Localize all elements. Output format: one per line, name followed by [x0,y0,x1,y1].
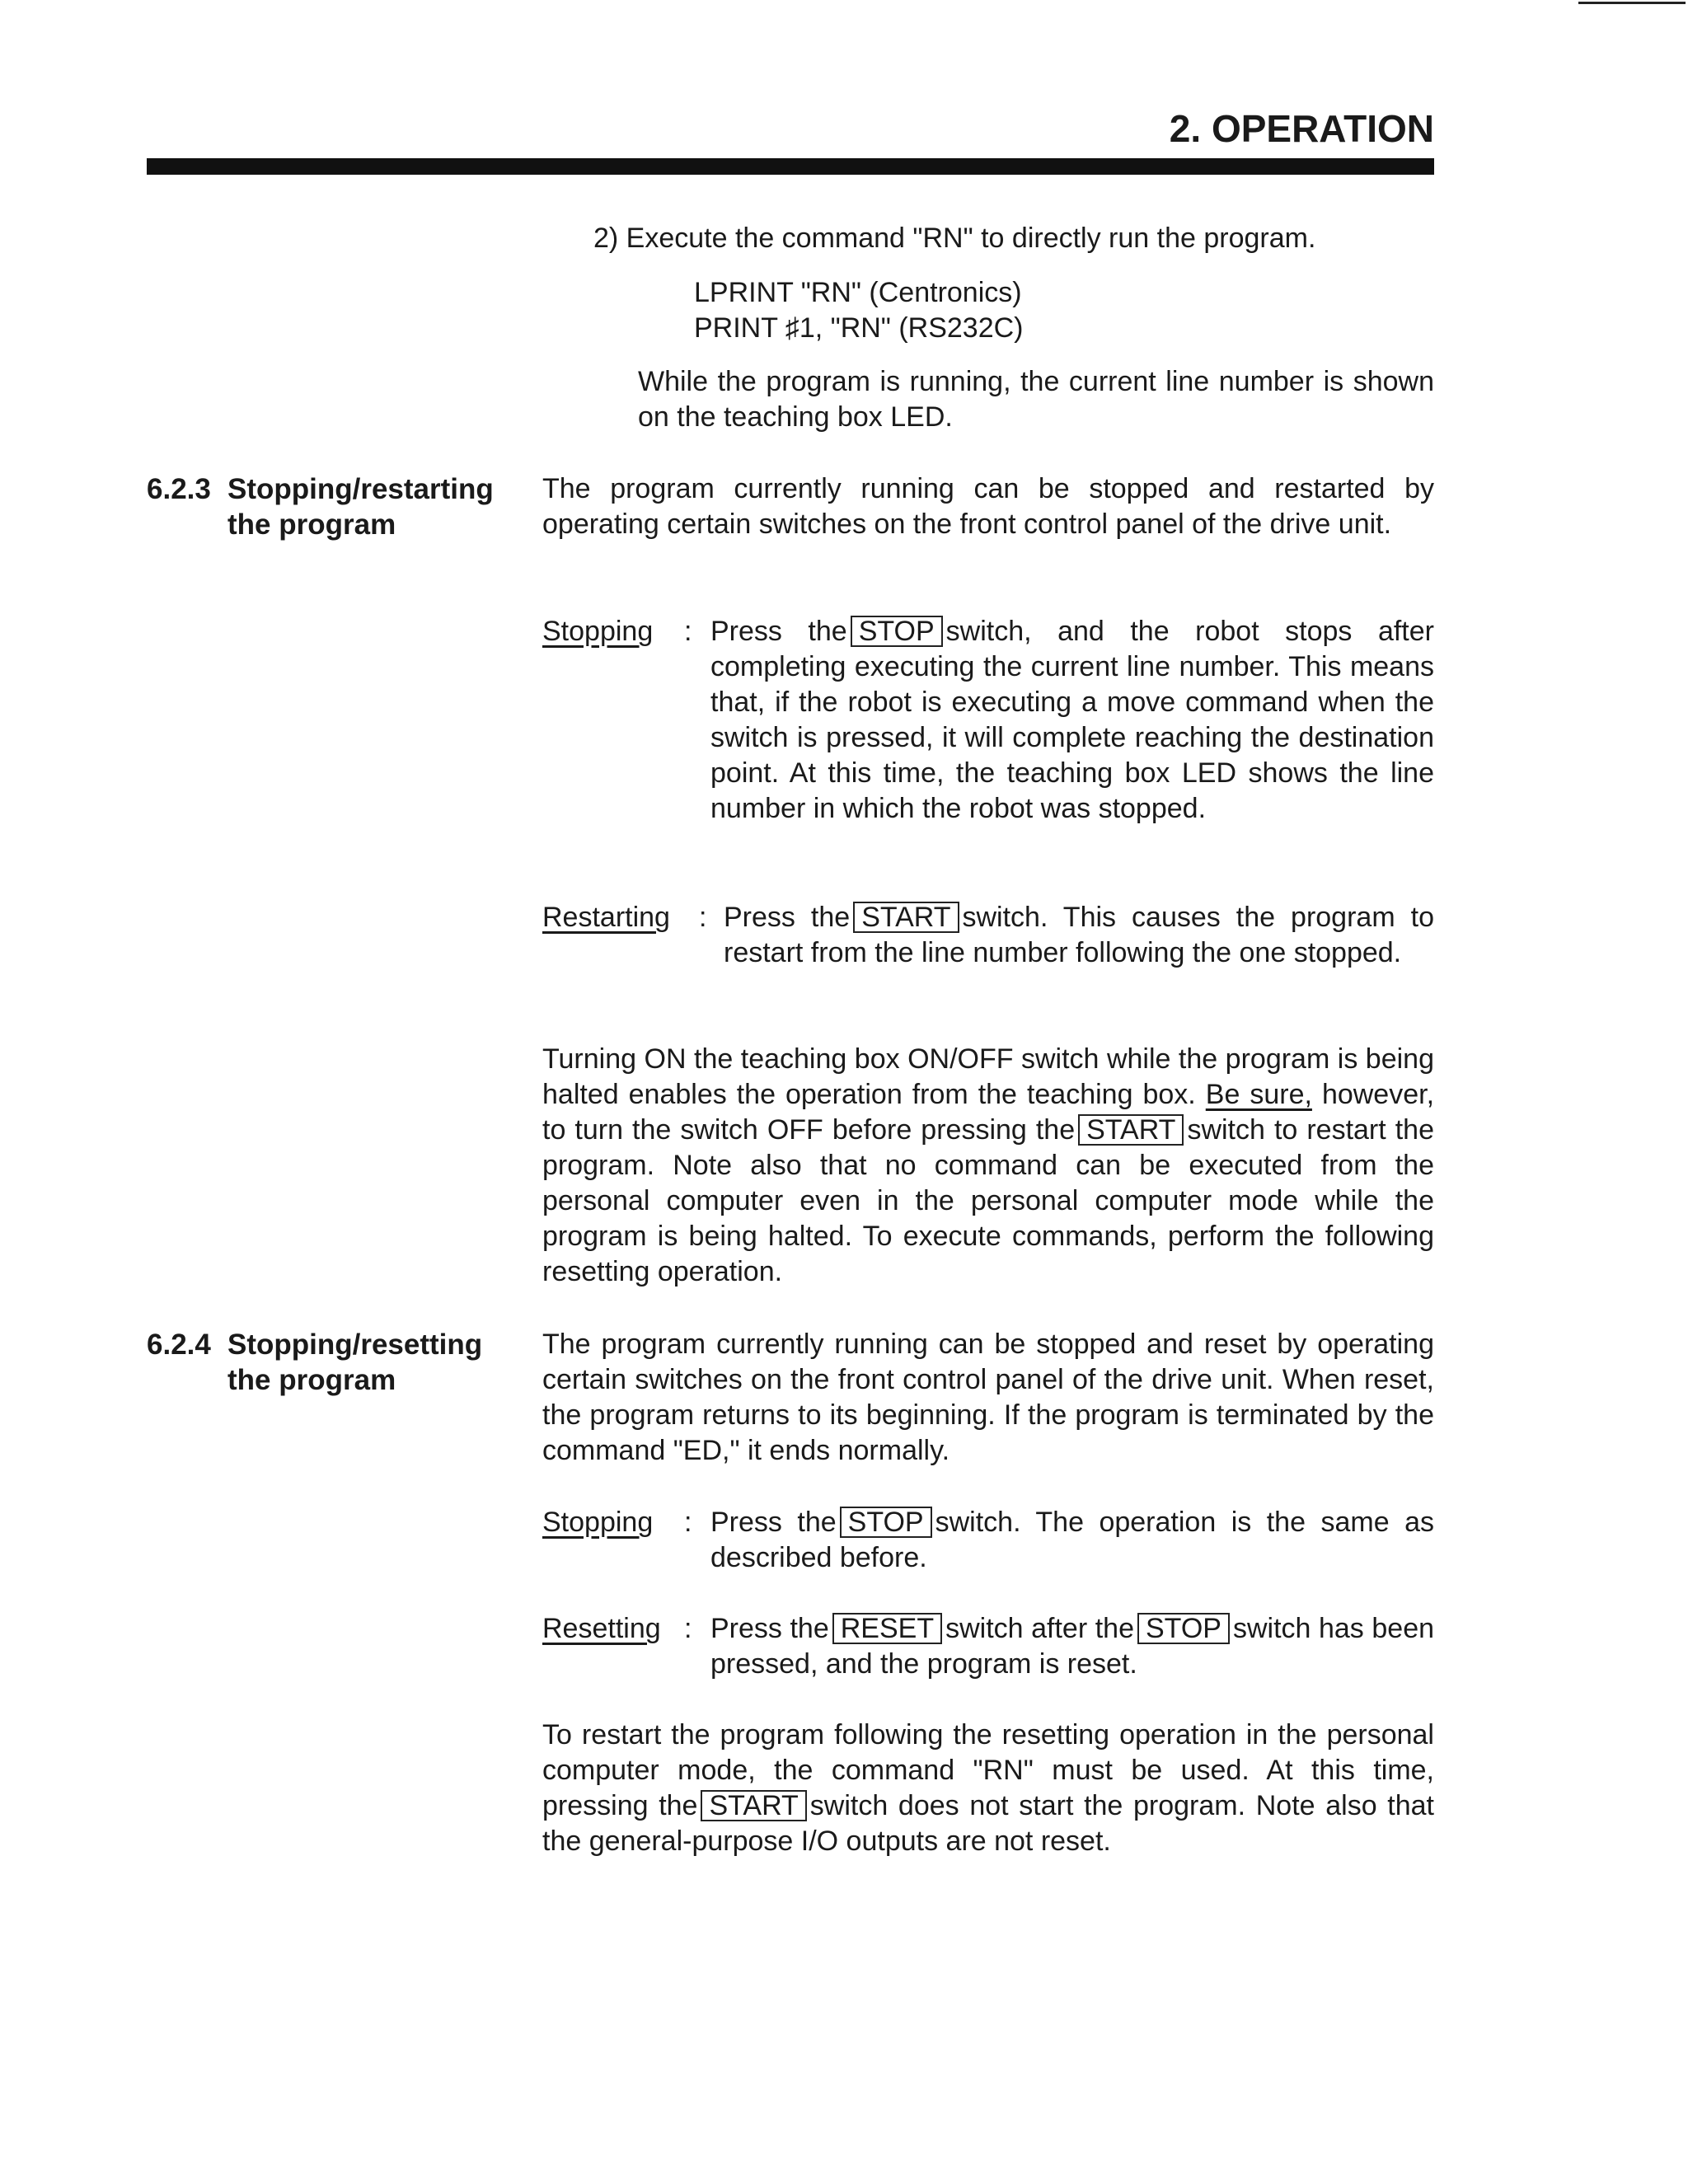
section-623-intro: The program currently running can be stopped and restarted by operating certain switches on the front control panel of the drive unit. [542,473,1434,540]
resetting-colon: : [684,1613,692,1644]
section-623-heading [147,471,534,542]
turning-start-key: START [1078,1114,1184,1146]
restarting-post: switch. This causes the program to restart from the line number following the one stopped. [724,902,1434,968]
turning-mid: however, to turn the switch OFF before pressing the [542,1079,1435,1146]
resetting-post: switch has been pressed, and the program is reset. [710,1613,1435,1680]
section-624-title-line-2: the program [227,1364,396,1396]
stopping-label: Stopping [542,616,654,647]
code-line-rs232c: PRINT ♯1, "RN" (RS232C) [694,312,1024,344]
chapter-title: 2. OPERATION [1169,107,1434,150]
final-paragraph [542,1718,1434,1859]
final-post: switch does not start the program. Note also that the general-purpose I/O outputs are not reset. [542,1790,1434,1857]
final-pre: To restart the program following the resetting operation in the personal computer mode, the command "RN" must be used. At this time, pressing the [542,1719,1434,1821]
stopping-description-2 [710,1505,1434,1576]
turning-underlined: Be sure, [1205,1079,1312,1110]
resetting-pre: Press the [710,1613,829,1644]
stop-key: STOP [851,616,943,647]
stopping-pre: Press the [710,616,847,647]
turning-on-paragraph [542,1042,1434,1290]
stopping-description [710,614,1434,827]
section-623-number: 6.2.3 [147,473,211,505]
stopping-label-2: Stopping [542,1507,654,1538]
section-624-number: 6.2.4 [147,1329,211,1361]
resetting-mid: switch after the [945,1613,1134,1644]
restarting-colon: : [699,902,707,933]
section-624-intro: The program currently running can be stopped and reset by operating certain switches on the front control panel of the drive unit. When reset, the program returns to its beginning. If the program is terminated by the command "ED," it ends normally. [542,1329,1434,1466]
resetting-label: Resetting [542,1613,661,1644]
stopping-colon-2: : [684,1507,692,1538]
step-2-text: 2) Execute the command "RN" to directly run the program. [593,223,1316,254]
running-note: While the program is running, the current line number is shown on the teaching box LED. [638,366,1434,433]
code-block [694,275,1271,346]
stopping-post: switch, and the robot stops after completing executing the current line number. This means that, if the robot is executing a move command when the switch is pressed, it will complete reaching the destination point. At this time, the teaching box LED shows the line number in which the robot was stopped. [710,616,1434,824]
section-624-heading [147,1327,534,1398]
corner-rule [1578,2,1686,4]
section-623-title-line-1: Stopping/restarting [227,473,494,505]
reset-key: RESET [832,1613,942,1644]
code-line-centronics: LPRINT "RN" (Centronics) [694,277,1022,308]
restarting-pre: Press the [724,902,851,933]
turning-pre: Turning ON the teaching box ON/OFF switch while the program is being halted enables the operation from the teaching box. [542,1043,1434,1110]
resetting-description [710,1611,1434,1682]
stop-key-3: STOP [1137,1613,1230,1644]
restarting-description [724,900,1434,971]
restarting-label: Restarting [542,902,670,933]
final-start-key: START [701,1790,806,1821]
start-key: START [853,902,959,933]
section-623-title-line-2: the program [227,509,396,541]
stop-key-2: STOP [840,1507,932,1538]
stopping-post-2: switch. The operation is the same as described before. [710,1507,1434,1573]
stopping-colon: : [684,616,692,647]
section-624-title-line-1: Stopping/resetting [227,1329,483,1361]
turning-post: switch to restart the program. Note also that no command can be executed from the personal computer even in the personal computer mode while the program is being halted. To execute commands, perform the following resetting operation. [542,1114,1434,1287]
header-rule [147,158,1434,175]
stopping-pre-2: Press the [710,1507,837,1538]
